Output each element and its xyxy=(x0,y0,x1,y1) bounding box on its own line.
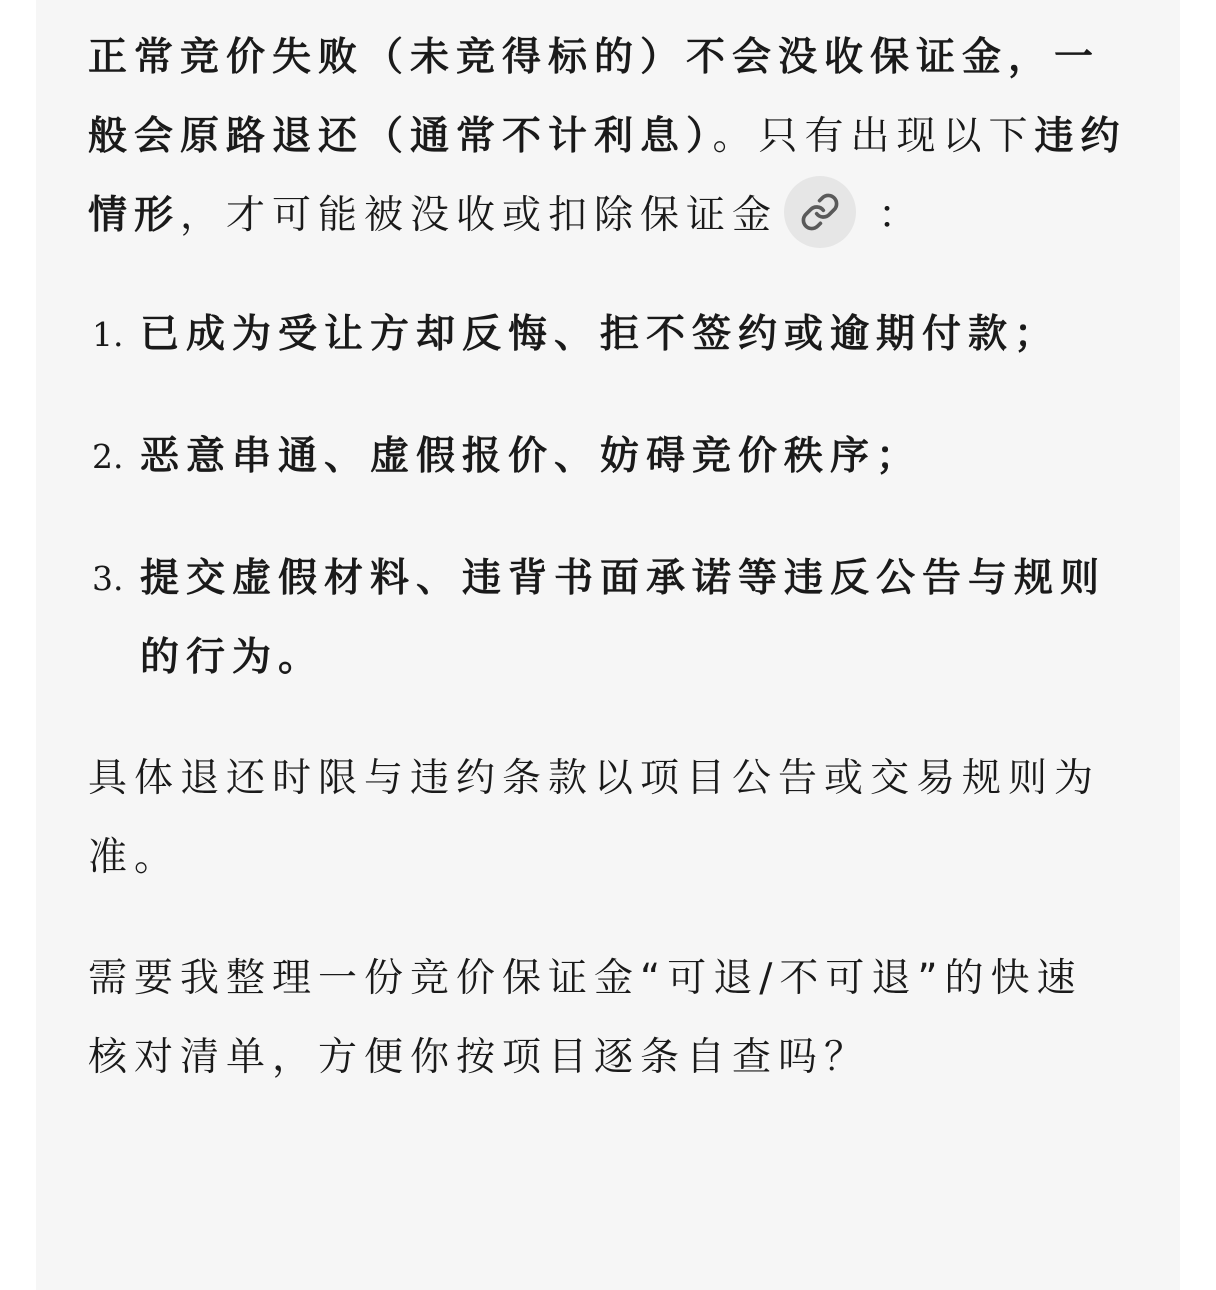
intro-paragraph xyxy=(88,18,1128,255)
list-item-text: 提交虚假材料、违背书面承诺等违反公告与规则的行为。 xyxy=(140,556,1107,680)
list-number: 2. xyxy=(92,437,124,476)
list-number: 3. xyxy=(92,559,124,598)
intro-bold-text: 正常竞价失败（未竞得标的）不会没收保证金，一般会原路退还（通常不计利息） xyxy=(88,35,1101,159)
list-item xyxy=(88,295,1128,374)
list-number: 1. xyxy=(92,315,124,354)
message-card xyxy=(36,0,1180,1290)
source-link-button[interactable] xyxy=(784,176,856,248)
list-item xyxy=(88,417,1128,496)
message-content xyxy=(88,18,1128,1097)
list-item-text: 恶意串通、虚假报价、妨碍竞价秩序； xyxy=(140,434,923,479)
intro-colon: ： xyxy=(878,193,925,238)
list-item-text: 已成为受让方却反悔、拒不签约或逾期付款； xyxy=(140,312,1061,357)
intro-text: 。只有出现以下 xyxy=(712,114,1035,159)
intro-emphasis: 违约情形 xyxy=(88,114,1127,238)
violation-list xyxy=(88,295,1128,697)
link-icon xyxy=(800,192,840,232)
followup-question: 需要我整理一份竞价保证金“可退/不可退”的快速核对清单，方便你按项目逐条自查吗？ xyxy=(88,956,1083,1080)
list-item xyxy=(88,539,1128,697)
note-paragraph: 具体退还时限与违约条款以项目公告或交易规则为准。 xyxy=(88,756,1101,880)
intro-text-continued: ，才可能被没收或扣除保证金 xyxy=(180,193,779,238)
